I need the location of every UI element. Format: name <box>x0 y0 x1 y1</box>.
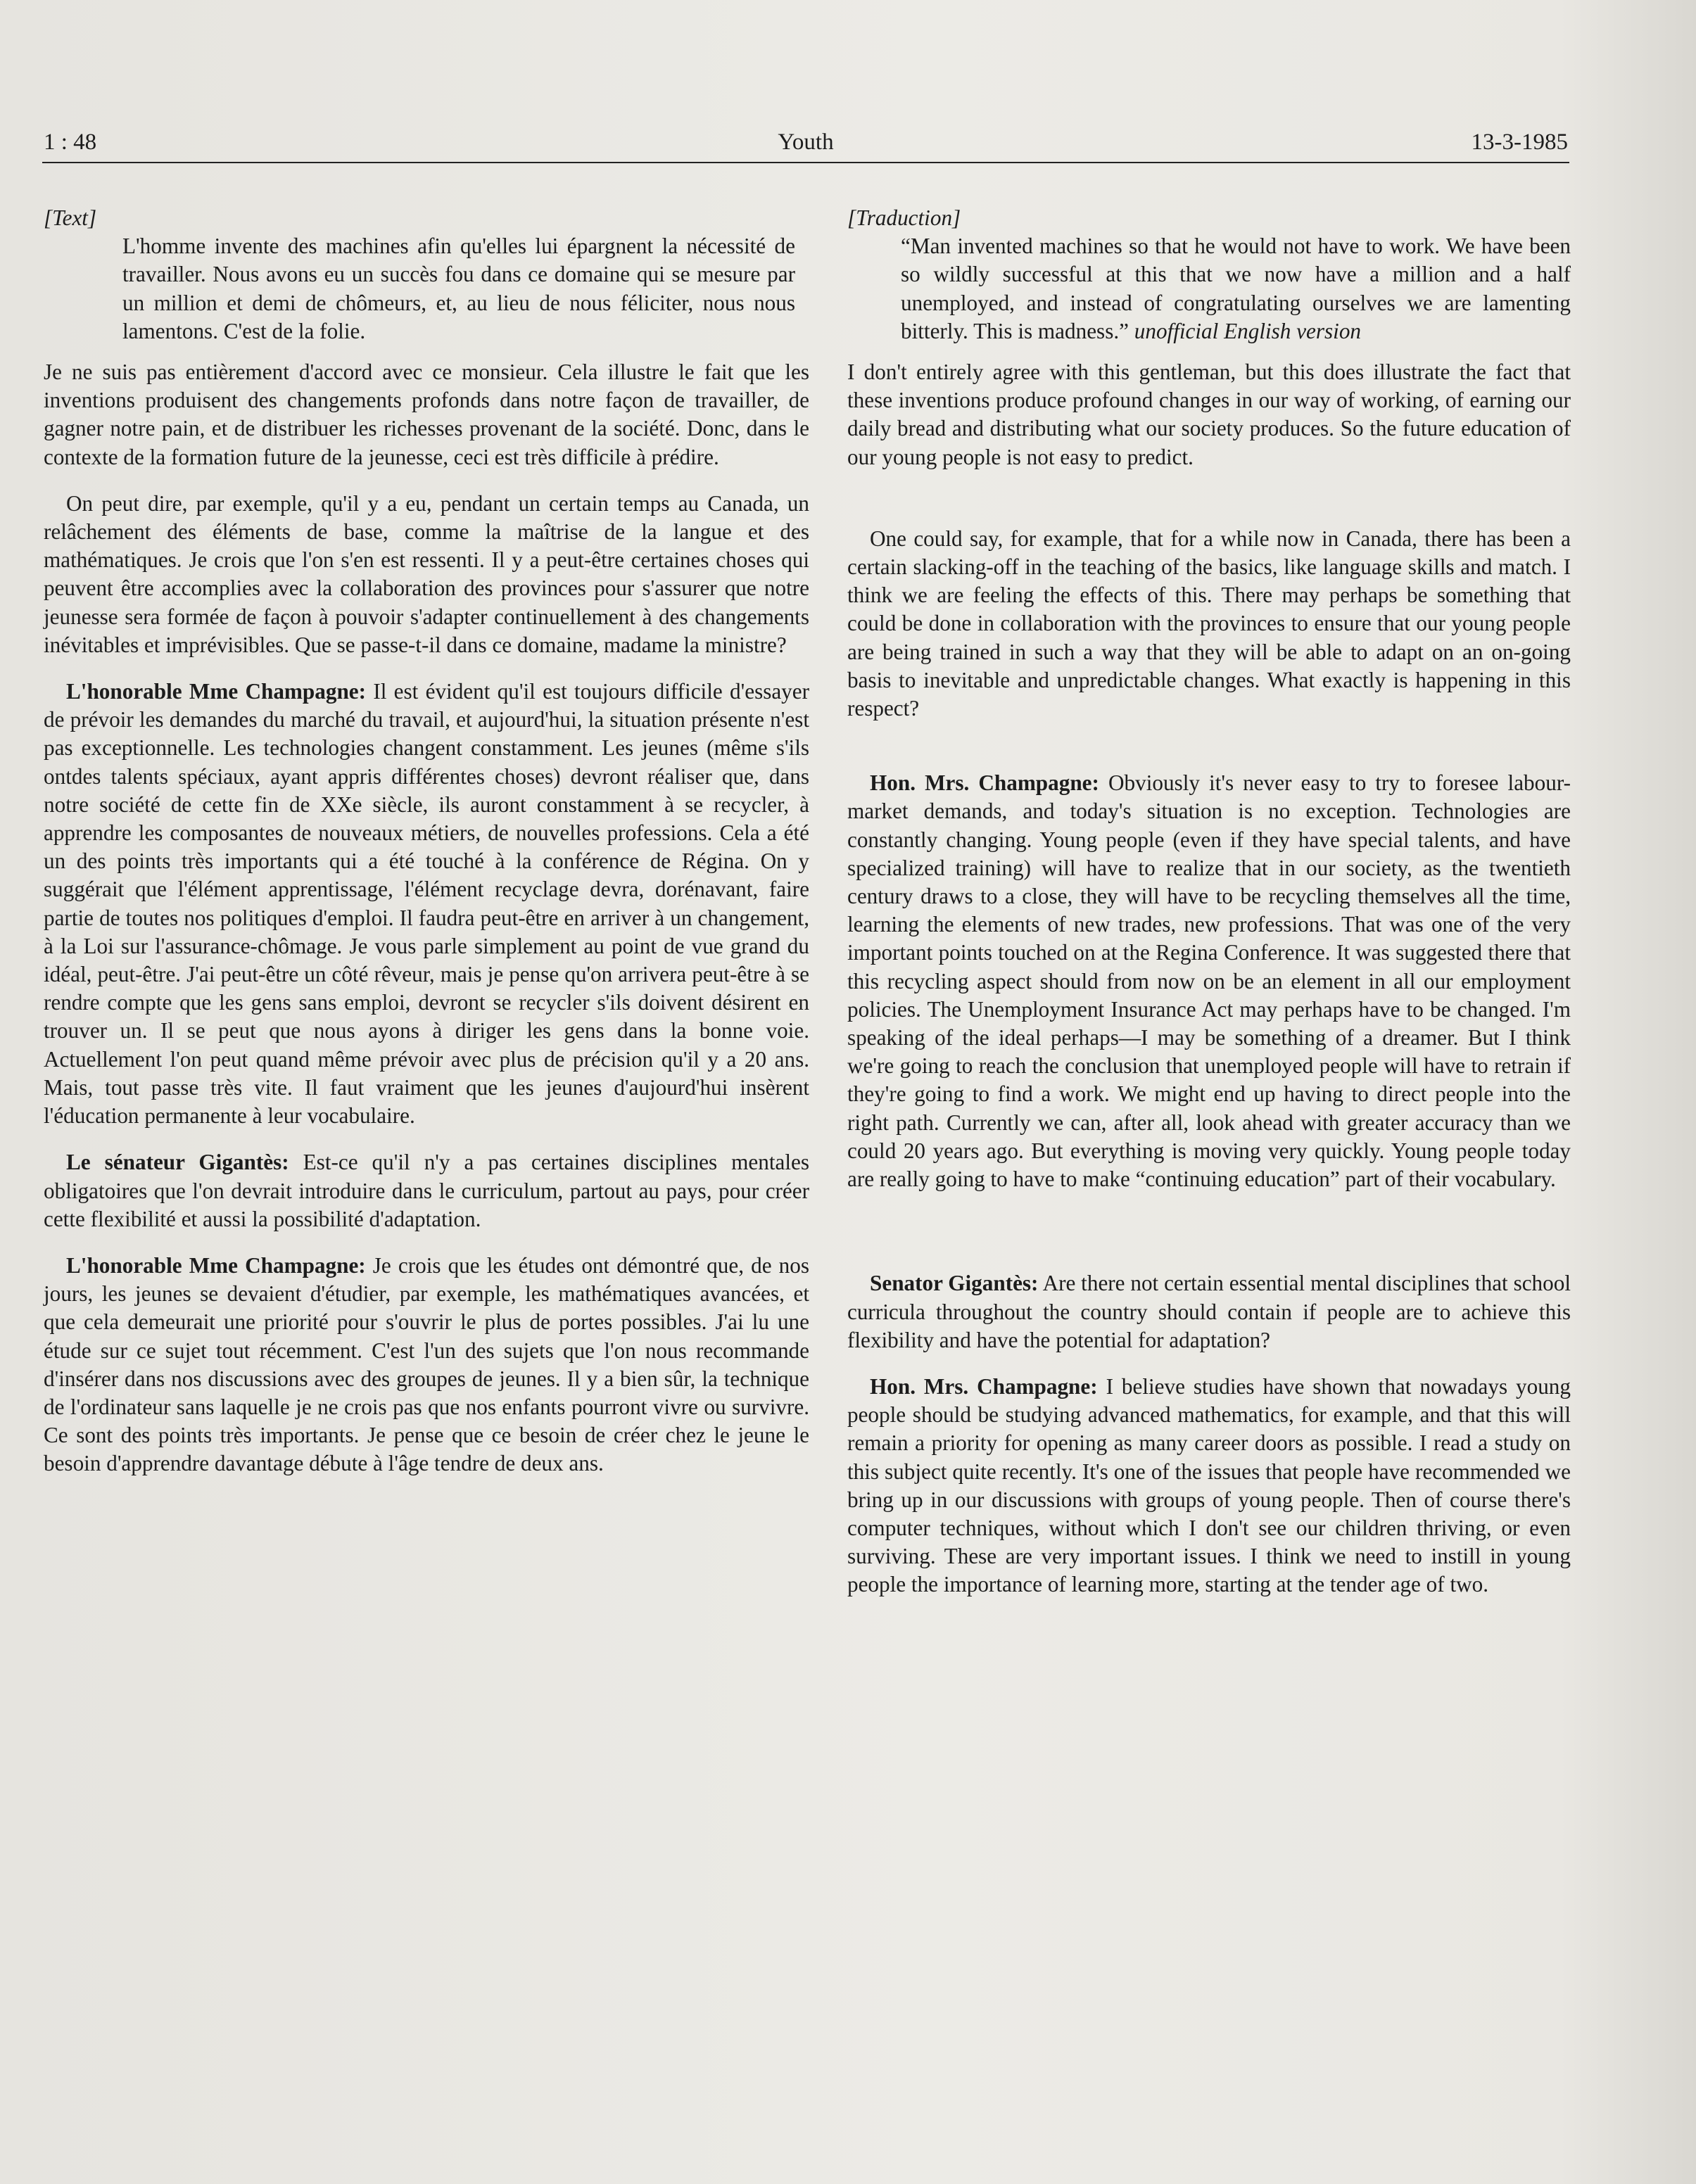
speech-text: Je crois que les études ont démontré que, de nos jours, les jeunes se devaient d'étudier, par exemple, les mathématiques avancées, et que cela demeurait une priorité pour s'ouvrir le plus de portes possibles. J'ai lu une étude sur ce sujet tout récemment. C'est l'un des sujets que l'on nous recommande d'insérer dans nos discussions avec des groupes de jeunes. Il y a bien sûr, la technique de l'ordinateur sans laquelle je ne crois pas que nos enfants pourront vivre ou survivre. Ce sont des points très importants. Je pense que ce besoin de créer chez le jeune le besoin d'apprendre davantage débute à l'âge tendre de deux ans. <box>44 1252 809 1476</box>
paragraph: I don't entirely agree with this gentleman, but this does illustrate the fact that these inventions produce profound changes in our way of working, of earning our daily bread and distributing what our society produces. So the future education of our young people is not easy to predict. <box>847 360 1571 469</box>
speech-paragraph <box>847 769 1571 1193</box>
speech-text: Il est évident qu'il est toujours difficile d'essayer de prévoir les demandes du marché du travail, et aujourd'hui, la situation présente n'est pas exceptionnelle. Les technologies changent constamment. Les jeunes (même s'ils ontdes talents spéciaux, ayant appris différentes choses) devront réaliser que, dans notre société de cette fin de XXe siècle, ils auront constamment à se recycler, à apprendre les composantes de nouveaux métiers, de nouvelles professions. Cela a été un des points très importants qui a été touché à la conférence de Régina. On y suggérait que l'élément apprentissage, l'élément recyclage devra, dorénavant, faire partie de toutes nos politiques d'emploi. Il faudra peut-être en arriver à un changement, à la Loi sur l'assurance-chômage. Je vous parle simplement au point de vue grand du idéal, peut-être. J'ai peut-être un côté rêveur, mais je pense qu'on arrivera peut-être à se rendre compte que les gens sans emploi, devront se recycler s'ils doivent désirent en trouver un. Il se peut que nous ayons à diriger les gens dans la bonne voie. Actuellement l'on peut quand même prévoir avec plus de précision qu'il y a 20 ans. Mais, tout passe très vite. Il faut vraiment que les jeunes d'aujourd'hui insèrent l'éducation permanente à leur vocabulaire. <box>44 679 810 1129</box>
header-rule <box>42 162 1569 163</box>
english-column <box>847 204 1571 1599</box>
speaker-name: Senator Gigantès: <box>870 1271 1039 1296</box>
speech-text: Est-ce qu'il n'y a pas certaines disciplines mentales obligatoires que l'on devrait introduire dans le curriculum, partout au pays, pour créer cette flexibilité et aussi la possibilité d'adaptation. <box>44 1150 809 1231</box>
translation-note: unofficial English version <box>1128 318 1362 343</box>
speech-paragraph <box>44 678 809 1130</box>
translation-tag: [Traduction] <box>847 205 961 230</box>
quote-text: “Man invented machines so that he would not have to work. We have been so wildly successful at this that we now have a million and a half unemployed, and instead of congratulating ourselves we are lamenting bitterly. This is madness.” <box>901 234 1571 343</box>
speech-text: I believe studies have shown that nowadays young people should be studying advanced mathematics, for example, and that this will remain a priority for opening as many career doors as possible. I read a study on this subject quite recently. It's one of the issues that people have recommended we bring up in our discussions with groups of young people. Then of course there's computer techniques, without which I don't see our children thriving, or even surviving. These are very important issues. I think we need to instill in young people the importance of learning more, starting at the tender age of two. <box>847 1373 1571 1597</box>
paragraph: Je ne suis pas entièrement d'accord avec ce monsieur. Cela illustre le fait que les inventions produisent des changements profonds dans notre façon de travailler, de gagner notre pain, et de distribuer les richesses provenant de la société. Donc, dans le contexte de la formation future de la jeunesse, ceci est très difficile à prédire. <box>44 360 809 469</box>
speaker-name: L'honorable Mme Champagne: <box>66 1252 366 1278</box>
speaker-name: Le sénateur Gigantès: <box>66 1150 289 1175</box>
speaker-name: L'honorable Mme Champagne: <box>66 679 367 704</box>
speech-paragraph <box>847 1269 1571 1354</box>
quotation <box>847 232 1571 345</box>
speaker-name: Hon. Mrs. Champagne: <box>870 1373 1098 1399</box>
speech-text: Are there not certain essential mental disciplines that school curricula throughout the country should contain if people are to achieve this flexibility and have the potential for adaptation? <box>847 1271 1571 1352</box>
speech-paragraph <box>44 1252 809 1478</box>
page-header <box>44 124 1568 160</box>
page-number: 1 : 48 <box>44 129 97 155</box>
header-date: 13-3-1985 <box>1471 129 1568 155</box>
text-tag: [Text] <box>44 205 97 230</box>
speaker-name: Hon. Mrs. Champagne: <box>870 770 1099 796</box>
paragraph: On peut dire, par exemple, qu'il y a eu, pendant un certain temps au Canada, un relâchement des éléments de base, comme la maîtrise de la langue et des mathématiques. Je crois que l'on s'en est ressenti. Il y a peut-être certaines choses qui peuvent être accomplies avec la collaboration des provinces pour s'assurer que notre jeunesse sera formée de façon à pouvoir s'adapter continuellement à des changements inévitables et imprévisibles. Que se passe-t-il dans ce domaine, madame la ministre? <box>44 490 809 657</box>
running-title: Youth <box>778 129 834 155</box>
french-column <box>44 204 809 1478</box>
quotation: L'homme invente des machines afin qu'elles lui épargnent la nécessité de travailler. Nous avons eu un succès fou dans ce domaine qui se mesure par un million et demi de chômeurs, et, au lieu de nous féliciter, nous nous lamentons. C'est de la folie. <box>122 234 795 343</box>
paragraph: One could say, for example, that for a while now in Canada, there has been a certain slacking-off in the teaching of the basics, like language skills and match. I think we are feeling the effects of this. There may perhaps be something that could be done in collaboration with the provinces to ensure that our young people are being trained in such a way that they will be able to adapt on an on-going basis to inevitable and unpredictable changes. What exactly is happening in this respect? <box>847 526 1571 721</box>
speech-text: Obviously it's never easy to try to foresee labour-market demands, and today's situation is no exception. Technologies are constantly changing. Young people (even if they have special talents, and have specialized training) will have to realize that in our society, as the twentieth century draws to a close, they will have to be recycling themselves all the time, learning the elements of new trades, new professions. That was one of the very important points touched on at the Regina Conference. It was suggested there that this recycling aspect should from now on be an element in all our employment policies. The Unemployment Insurance Act may perhaps have to be changed. I'm speaking of the ideal perhaps—I may be something of a dreamer. But I think we're going to reach the conclusion that unemployed people will have to retrain if they're going to find a work. We might end up having to direct people into the right path. Currently we can, after all, look ahead with greater accuracy than we could 20 years ago. But everything is moving very quickly. Young people today are really going to have to make “continuing education” part of their vocabulary. <box>847 770 1571 1192</box>
speech-paragraph <box>44 1148 809 1233</box>
speech-paragraph <box>847 1373 1571 1599</box>
